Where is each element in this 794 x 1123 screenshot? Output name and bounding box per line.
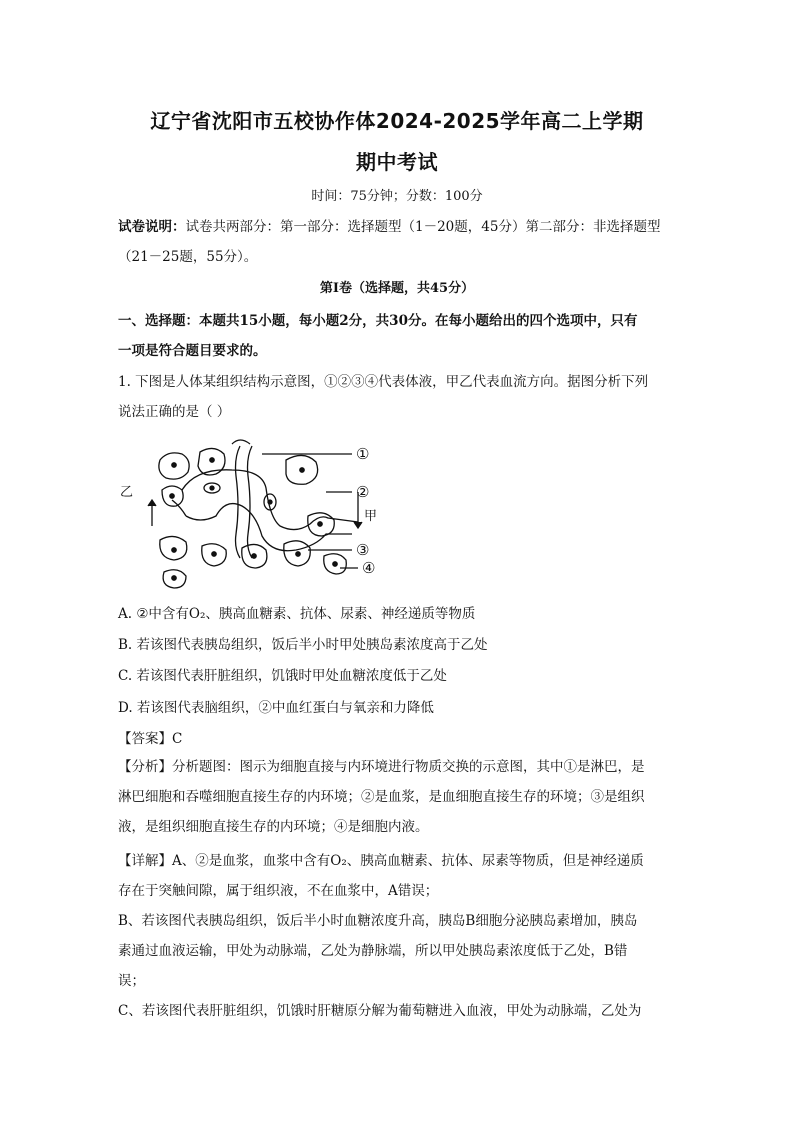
label-jia: 甲 (364, 509, 378, 524)
analysis-line-2: 淋巴细胞和吞噬细胞直接生存的内环境；②是血浆，是血细胞直接生存的环境；③是组织 (118, 789, 645, 805)
question-stem-line-2: 说法正确的是（ ） (118, 404, 231, 420)
analysis-line-1 (118, 752, 678, 782)
section-heading (118, 306, 678, 366)
instructions-label: 试卷说明： (118, 219, 186, 235)
detail-line-a1 (118, 846, 678, 876)
option-a: A. ②中含有O₂、胰高血糖素、抗体、尿素、神经递质等物质 (118, 606, 476, 622)
detail-text-a1: A、②是血浆，血浆中含有O₂、胰高血糖素、抗体、尿素等物质，但是神经递质 (172, 853, 644, 869)
analysis-line-3: 液，是组织细胞直接生存的内环境；④是细胞内液。 (118, 819, 429, 835)
label-yi: 乙 (120, 485, 134, 500)
detail-line-b2: 素通过血液运输，甲处为动脉端，乙处为静脉端，所以甲处胰岛素浓度低于乙处，B错 (118, 943, 628, 959)
detail-line-b3: 误； (118, 973, 145, 989)
exam-meta: 时间：75分钟；分数：100分 (311, 189, 483, 204)
label-circle-3: ③ (356, 541, 370, 559)
detail-line-b1: B、若该图代表胰岛组织，饭后半小时血糖浓度升高，胰岛B细胞分泌胰岛素增加，胰岛 (118, 913, 638, 929)
instructions-line-1 (118, 212, 678, 242)
detail-label: 【详解】 (118, 853, 172, 869)
analysis-text-1: 分析题图：图示为细胞直接与内环境进行物质交换的示意图，其中①是淋巴，是 (172, 759, 645, 775)
analysis (118, 752, 678, 842)
option-d: D. 若该图代表脑组织，②中血红蛋白与氧亲和力降低 (118, 700, 434, 716)
option-b: B. 若该图代表胰岛组织，饭后半小时甲处胰岛素浓度高于乙处 (118, 637, 488, 653)
lymph-capillary (236, 446, 241, 558)
label-circle-2: ② (356, 483, 370, 501)
instructions-line-2: （21－25题，55分）。 (118, 249, 258, 265)
title-line-1: 辽宁省沈阳市五校协作体2024-2025学年高二上学期 (150, 109, 644, 133)
option-c: C. 若该图代表肝脏组织，饥饿时甲处血糖浓度低于乙处 (118, 668, 447, 684)
title-line-2: 期中考试 (356, 150, 438, 174)
question-stem-line-1: 1. 下图是人体某组织结构示意图，①②③④代表体液，甲乙代表血流方向。据图分析下列 (118, 374, 649, 390)
section-heading-line-1: 一、选择题：本题共15小题，每小题2分，共30分。在每小题给出的四个选项中，只有 (118, 313, 638, 329)
detail-line-a2: 存在于突触间隙，属于组织液，不在血浆中，A错误； (118, 883, 439, 899)
analysis-label: 【分析】 (118, 759, 172, 775)
answer: 【答案】C (118, 731, 183, 747)
instructions (118, 212, 678, 272)
label-circle-4: ④ (362, 559, 376, 577)
instructions-text-1: 试卷共两部分：第一部分：选择题型（1－20题，45分）第二部分：非选择题型 (185, 219, 661, 235)
label-circle-1: ① (356, 445, 370, 463)
question-1-stem (118, 367, 678, 427)
detail (118, 846, 678, 1026)
tissue-structure-diagram (112, 432, 402, 590)
detail-line-c1: C、若该图代表肝脏组织，饥饿时肝糖原分解为葡萄糖进入血液，甲处为动脉端，乙处为 (118, 1003, 642, 1019)
section-title: 第Ⅰ卷（选择题，共45分） (319, 281, 475, 296)
section-heading-line-2: 一项是符合题目要求的。 (118, 343, 267, 359)
